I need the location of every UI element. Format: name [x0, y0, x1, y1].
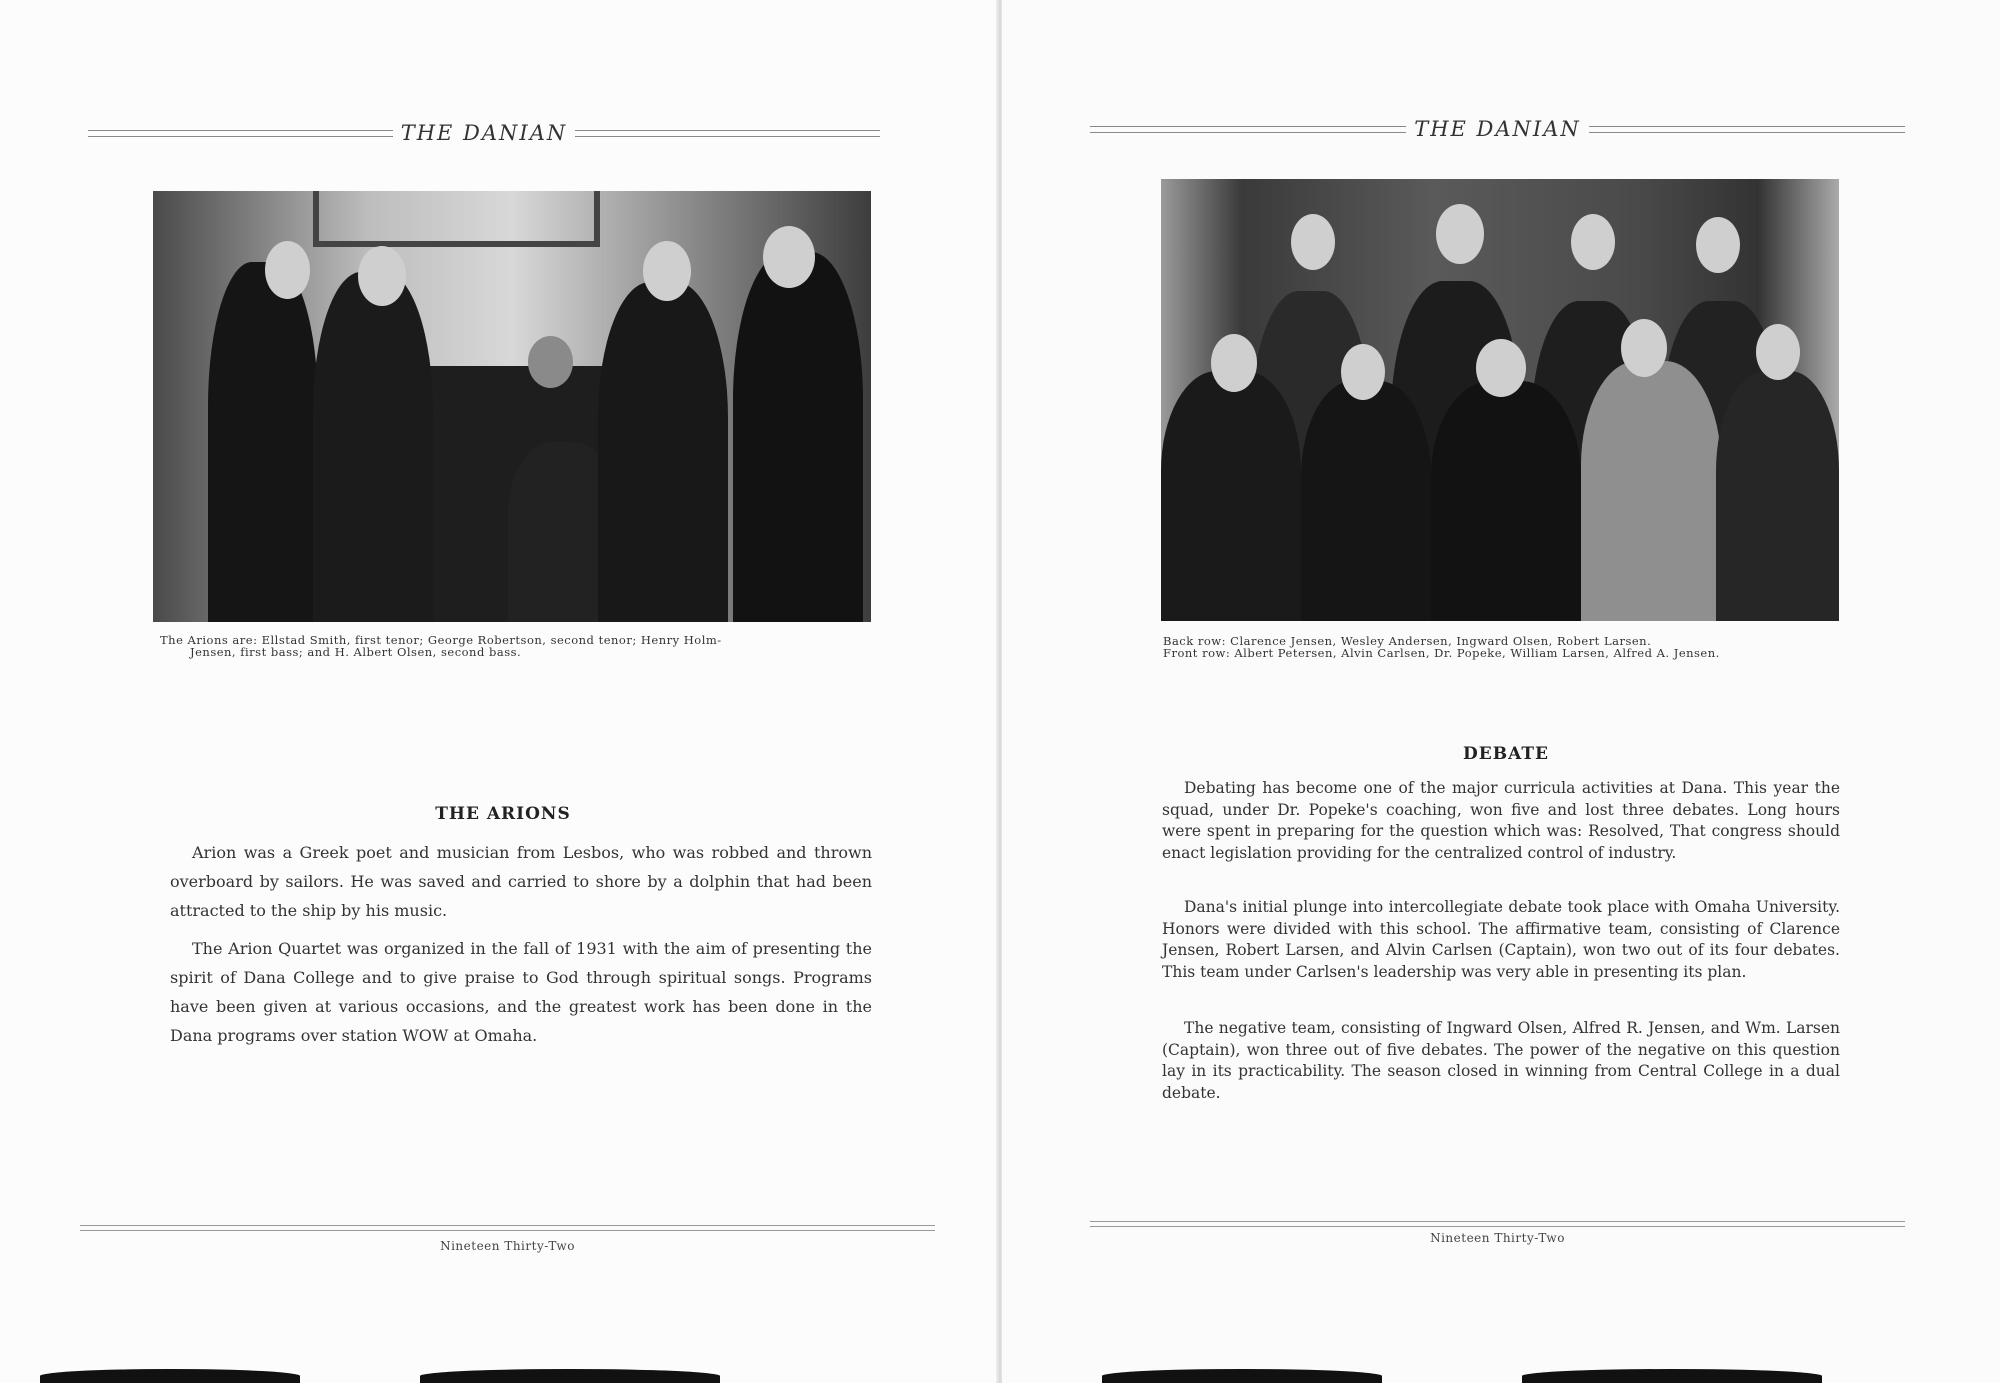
photo-caption: [1163, 635, 1863, 659]
singer-head: [358, 246, 406, 306]
debater-head: [1571, 214, 1615, 270]
debater-figure: [1301, 381, 1431, 621]
body-paragraph: The negative team, consisting of Ingward Olsen, Alfred R. Jensen, and Wm. Larsen (Captain), won three out of five debates. The power of the negative on this question lay in its practicability. The season closed in winning from Central College in a dual debate.: [1162, 1019, 1840, 1102]
page-edge-shadow: [420, 1369, 720, 1383]
caption-line: Back row: Clarence Jensen, Wesley Andersen, Ingward Olsen, Robert Larsen.: [1163, 634, 1652, 648]
footer-rule: [80, 1225, 935, 1231]
arions-quartet-photo: [153, 191, 871, 622]
page-footer: [80, 1225, 935, 1253]
body-paragraph: Dana's initial plunge into intercollegiate debate took place with Omaha University. Honors were divided with this school. The affirmative team, consisting of Clarence Jensen, Robert Larsen, and Alvin Carlsen (Captain), won two out of its four debates. This team under Carlsen's leadership was very able in presenting its plan.: [1162, 898, 1840, 981]
page-edge-shadow: [1102, 1369, 1382, 1383]
header-title: THE DANIAN: [400, 121, 568, 145]
pianist-head: [528, 336, 573, 388]
footer-rule: [1090, 1221, 1905, 1227]
header-rule: [1589, 126, 1905, 133]
header-rule: [1090, 126, 1406, 133]
running-header: [88, 123, 880, 143]
header-rule: [575, 130, 880, 137]
body-paragraph: Arion was a Greek poet and musician from Lesbos, who was robbed and thrown overboard by sailors. He was saved and carried to shore by a dolphin that had been attracted to the ship by his music.: [170, 843, 872, 920]
debater-figure: [1716, 371, 1839, 621]
debater-figure: [1161, 371, 1301, 621]
footer-text: Nineteen Thirty-Two: [1430, 1231, 1565, 1245]
singer-figure: [598, 282, 728, 622]
running-header: [1090, 119, 1905, 139]
page-footer: [1090, 1221, 1905, 1245]
right-page: [1002, 0, 2000, 1383]
footer-text: Nineteen Thirty-Two: [440, 1239, 575, 1253]
body-paragraph: Debating has become one of the major curricula activities at Dana. This year the squad, under Dr. Popeke's coaching, won five and lost three debates. Long hours were spent in preparing for the question which was: Resolved, That congress should enact legislation providing for the centralized control of industry.: [1162, 779, 1840, 862]
singer-figure: [208, 262, 318, 622]
debater-head: [1756, 324, 1800, 380]
debater-figure: [1581, 361, 1721, 621]
debater-head: [1291, 214, 1335, 270]
debater-head: [1341, 344, 1385, 400]
page-edge-shadow: [1522, 1369, 1822, 1383]
singer-figure: [733, 252, 863, 622]
section-heading: DEBATE: [1463, 744, 1549, 764]
singer-figure: [313, 272, 433, 622]
header-rule: [88, 130, 393, 137]
singer-head: [763, 226, 815, 288]
header-title: THE DANIAN: [1414, 117, 1581, 141]
page-edge-shadow: [40, 1369, 300, 1383]
debate-team-photo: [1161, 179, 1839, 621]
caption-line: Front row: Albert Petersen, Alvin Carlsen, Dr. Popeke, William Larsen, Alfred A. Jensen.: [1163, 646, 1720, 660]
section-heading: THE ARIONS: [435, 804, 571, 824]
caption-line: Jensen, first bass; and H. Albert Olsen, second bass.: [190, 645, 522, 659]
debater-head: [1476, 339, 1526, 397]
debater-head: [1621, 319, 1667, 377]
singer-head: [265, 241, 310, 299]
debater-head: [1436, 204, 1484, 264]
debater-figure: [1431, 381, 1581, 621]
photo-caption: [160, 634, 880, 658]
caption-line: The Arions are: Ellstad Smith, first tenor; George Robertson, second tenor; Henry Holm-: [160, 633, 722, 647]
debater-head: [1696, 217, 1740, 273]
picture-frame: [313, 191, 600, 247]
singer-head: [643, 241, 691, 301]
body-paragraph: The Arion Quartet was organized in the fall of 1931 with the aim of presenting the spirit of Dana College and to give praise to God through spiritual songs. Programs have been given at various occasions, and the greatest work has been done in the Dana programs over station WOW at Omaha.: [170, 939, 872, 1045]
debater-head: [1211, 334, 1257, 392]
